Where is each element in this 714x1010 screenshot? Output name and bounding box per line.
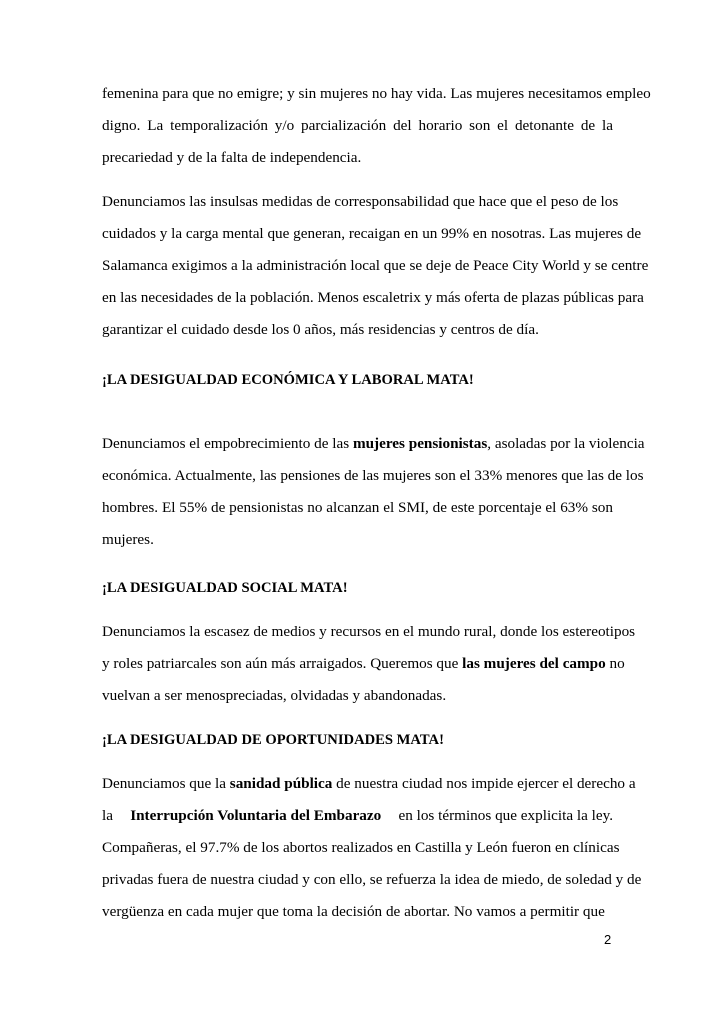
text-line: Denunciamos la escasez de medios y recursos en el mundo rural, donde los estereotipos [102,623,636,640]
paragraph-public-health [102,768,642,928]
paragraph-employment [102,78,651,174]
section-heading-economic: ¡LA DESIGUALDAD ECONÓMICA Y LABORAL MATA! [102,372,474,388]
text-line: mujeres. [102,531,154,548]
bold-phrase-public-health: sanidad pública [229,775,333,792]
text-line: cuidados y la carga mental que generan, recaigan en un 99% en nosotras. Las mujeres de [102,225,642,242]
text-line [102,428,645,460]
text-line: vergüenza en cada mujer que toma la decisión de abortar. No vamos a permitir que [102,903,605,920]
text-line: hombres. El 55% de pensionistas no alcanzan el SMI, de este porcentaje el 63% son [102,499,613,516]
text-line: Denunciamos las insulsas medidas de corresponsabilidad que hace que el peso de los [102,193,619,210]
text-line: Salamanca exigimos a la administración local que se deje de Peace City World y se centre [102,257,649,274]
text-segment: no [605,655,625,672]
text-segment: de nuestra ciudad nos impide ejercer el derecho a [332,775,636,792]
bold-phrase-pensioners: mujeres pensionistas [352,435,488,452]
text-line: Compañeras, el 97.7% de los abortos realizados en Castilla y León fueron en clínicas [102,839,620,856]
text-segment: Denunciamos el empobrecimiento de las [102,435,353,452]
text-segment: en los términos que explicita la ley. [398,807,613,824]
paragraph-rural [102,616,636,712]
text-line: precariedad y de la falta de independencia. [102,149,362,166]
text-segment: , asoladas por la violencia [487,435,645,452]
text-segment: y roles patriarcales son aún más arraigados. Queremos que [102,655,463,672]
text-line [102,648,625,680]
bold-phrase-ive: Interrupción Voluntaria del Embarazo [130,807,382,824]
section-heading-social: ¡LA DESIGUALDAD SOCIAL MATA! [102,580,348,596]
text-line: privadas fuera de nuestra ciudad y con ello, se refuerza la idea de miedo, de soledad y de [102,871,642,888]
text-line: en las necesidades de la población. Menos escaletrix y más oferta de plazas públicas para [102,289,644,306]
text-line: económica. Actualmente, las pensiones de las mujeres son el 33% menores que las de los [102,467,644,484]
text-line [102,800,613,832]
text-line: garantizar el cuidado desde los 0 años, más residencias y centros de día. [102,321,539,338]
text-line: femenina para que no emigre; y sin mujeres no hay vida. Las mujeres necesitamos empleo [102,85,651,102]
text-line [102,768,636,800]
paragraph-coresponsibility [102,186,649,346]
page-number: 2 [604,932,612,947]
text-segment: Denunciamos que la [102,775,230,792]
paragraph-pensioners [102,428,645,556]
text-line: digno. La temporalización y/o parcialización del horario son el detonante de la [102,117,613,134]
text-segment: la [102,807,113,824]
section-heading-opportunities: ¡LA DESIGUALDAD DE OPORTUNIDADES MATA! [102,732,444,748]
bold-phrase-rural-women: las mujeres del campo [462,655,606,672]
text-line: vuelvan a ser menospreciadas, olvidadas y abandonadas. [102,687,447,704]
